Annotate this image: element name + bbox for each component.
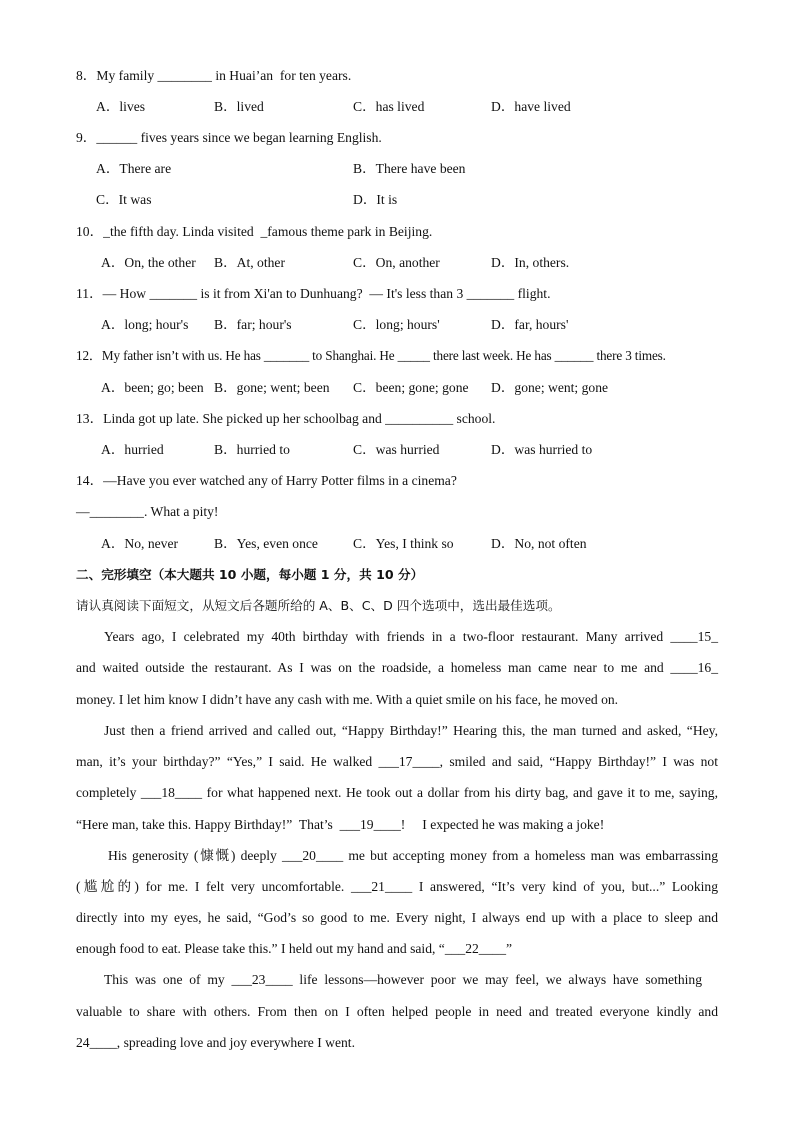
question-11-option-a[interactable]: A．long; hour's: [101, 317, 189, 332]
question-14-reply: —________. What a pity!: [76, 504, 219, 519]
question-9-option-c[interactable]: C．It was: [96, 192, 152, 207]
question-9-option-d[interactable]: D．It is: [353, 192, 398, 207]
passage-line: His generosity (慷慨) deeply ___20____ me but accepting money from a homeless man was embarrassing: [108, 848, 718, 863]
question-14-option-c[interactable]: C．Yes, I think so: [353, 536, 454, 551]
question-12-option-a[interactable]: A．been; go; been: [101, 380, 204, 395]
question-8-option-d[interactable]: D．have lived: [491, 99, 571, 114]
question-13-option-d[interactable]: D．was hurried to: [491, 442, 593, 457]
question-11-option-b[interactable]: B．far; hour's: [214, 317, 292, 332]
question-13-option-a[interactable]: A．hurried: [101, 442, 164, 457]
section-instruction: 请认真阅读下面短文，从短文后各题所给的 A、B、C、D 四个选项中，选出最佳选项。: [76, 598, 561, 613]
passage-line: man, it’s your birthday?” “Yes,” I said. He walked ___17____, smiled and said, “Happy Birthday!” I was not: [76, 754, 718, 769]
question-14-option-b[interactable]: B．Yes, even once: [214, 536, 318, 551]
question-8-stem: 8．My family ________ in Huai’an for ten years.: [76, 68, 352, 83]
question-11-stem: 11．— How _______ is it from Xi'an to Dunhuang? — It's less than 3 _______ flight.: [76, 286, 551, 301]
question-12-stem: 12．My father isn’t with us. He has _______ to Shanghai. He _____ there last week. He has ______ there 3 times.: [76, 348, 666, 363]
question-12-option-d[interactable]: D．gone; went; gone: [491, 380, 609, 395]
question-9-stem: 9．______ fives years since we began learning English.: [76, 130, 382, 145]
passage-line: money. I let him know I didn’t have any cash with me. With a quiet smile on his face, he moved on.: [76, 692, 619, 707]
question-14-stem: 14．—Have you ever watched any of Harry Potter films in a cinema?: [76, 473, 457, 488]
question-9-option-b[interactable]: B．There have been: [353, 161, 466, 176]
passage-line: enough food to eat. Please take this.” I held out my hand and said, “___22____”: [76, 941, 513, 956]
question-13-option-b[interactable]: B．hurried to: [214, 442, 290, 457]
passage-line: valuable to share with others. From then on I often helped people in need and treated everyone kindly and: [76, 1004, 718, 1019]
question-12-option-b[interactable]: B．gone; went; been: [214, 380, 330, 395]
question-11-option-d[interactable]: D．far, hours': [491, 317, 569, 332]
question-13-stem: 13．Linda got up late. She picked up her schoolbag and __________ school.: [76, 411, 496, 426]
passage-line: and waited outside the restaurant. As I was on the roadside, a homeless man came near to me and ____16_: [76, 660, 718, 675]
question-12-option-c[interactable]: C．been; gone; gone: [353, 380, 469, 395]
passage-line: directly into my eyes, he said, “God’s so good to me. Every night, I always end up with a place to sleep and: [76, 910, 718, 925]
question-14-option-a[interactable]: A．No, never: [101, 536, 179, 551]
passage-line: Just then a friend arrived and called out, “Happy Birthday!” Hearing this, the man turned and asked, “Hey,: [104, 723, 718, 738]
question-8-option-b[interactable]: B．lived: [214, 99, 264, 114]
question-10-option-b[interactable]: B．At, other: [214, 255, 285, 270]
question-11-option-c[interactable]: C．long; hours': [353, 317, 440, 332]
passage-line: This was one of my ___23____ life lessons—however poor we may feel, we always have something: [104, 972, 702, 987]
question-10-stem: 10．_the fifth day. Linda visited _famous theme park in Beijing.: [76, 224, 433, 239]
section-heading: 二、完形填空（本大题共 10 小题，每小题 1 分，共 10 分）: [76, 567, 424, 582]
question-8-option-a[interactable]: A．lives: [96, 99, 146, 114]
question-14-option-d[interactable]: D．No, not often: [491, 536, 587, 551]
passage-line: Years ago, I celebrated my 40th birthday with friends in a two-floor restaurant. Many arrived ____15_: [104, 629, 718, 644]
passage-line: 24____, spreading love and joy everywhere I went.: [76, 1035, 355, 1050]
question-10-option-d[interactable]: D．In, others.: [491, 255, 570, 270]
question-10-option-c[interactable]: C．On, another: [353, 255, 440, 270]
question-13-option-c[interactable]: C．was hurried: [353, 442, 440, 457]
question-9-option-a[interactable]: A．There are: [96, 161, 172, 176]
passage-line: (尴尬的) for me. I felt very uncomfortable. ___21____ I answered, “It’s very kind of you, but...” Looking: [76, 879, 718, 894]
passage-line: completely ___18____ for what happened next. He took out a dollar from his dirty bag, and gave it to me, saying,: [76, 785, 718, 800]
question-8-option-c[interactable]: C．has lived: [353, 99, 425, 114]
passage-line: “Here man, take this. Happy Birthday!” That’s ___19____! I expected he was making a joke!: [76, 817, 605, 832]
question-10-option-a[interactable]: A．On, the other: [101, 255, 196, 270]
